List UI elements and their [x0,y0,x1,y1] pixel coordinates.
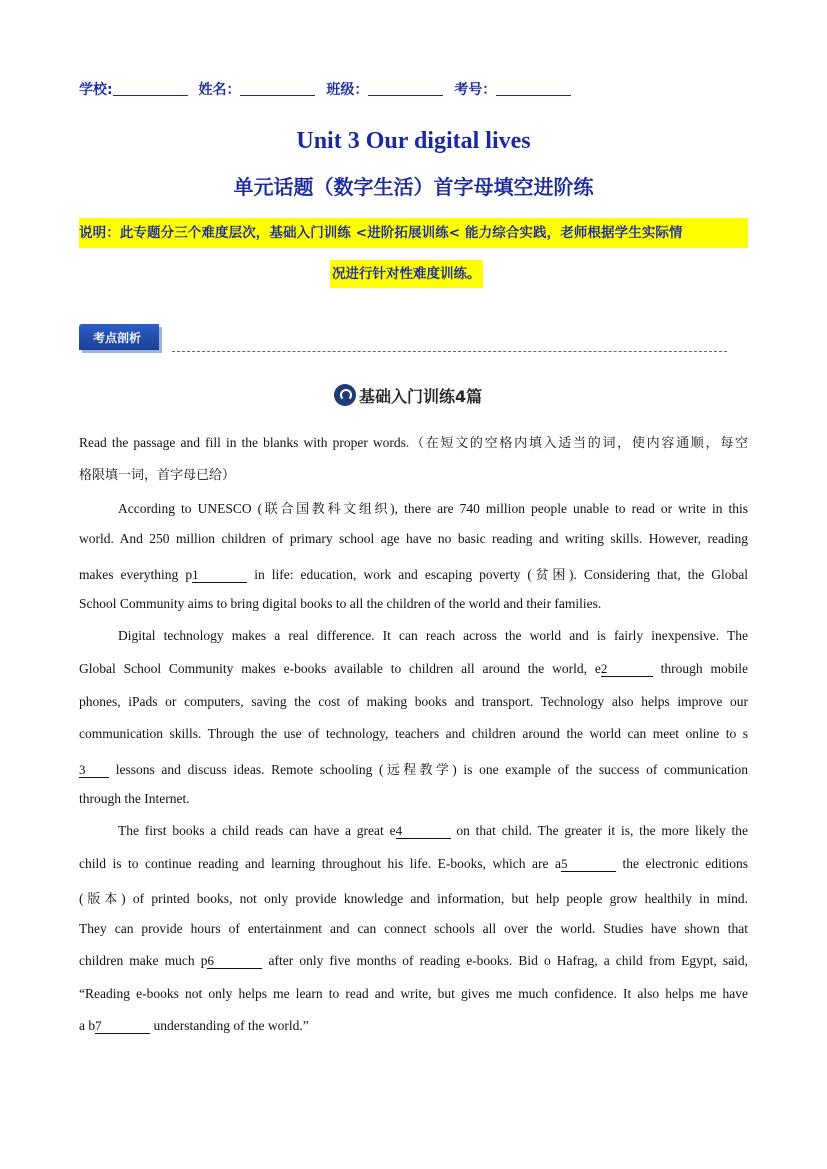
blank-7[interactable]: 7 [95,1019,150,1034]
passage-line: child is to continue reading and learning throughout his life. E-books, which are a5 the electronic editions [79,856,749,871]
section-tag [79,324,171,352]
blank-4[interactable]: 4 [396,824,451,839]
instructions-line-1 [79,432,748,451]
blank-2[interactable]: 2 [601,662,653,677]
section-tag-label: 考点剖析 [93,331,142,345]
name-field[interactable] [240,81,315,96]
passage-line: 3 lessons and discuss ideas. Remote schooling (远程教学) is one example of the success of communication [79,762,749,778]
instructions-cn: （在短文的空格内填入适当的词，使内容通顺，每空 [409,436,748,451]
passage-line: children make much p6 after only five months of reading e-books. Bid o Hafrag, a child from Egypt, said, [79,953,749,968]
passage-line: world. And 250 million children of primary school age have no basic reading and writing skills. However, reading [79,531,748,546]
school-label: 学校: [79,82,113,98]
student-info-line [79,79,577,99]
blank-6[interactable]: 6 [207,954,262,969]
note-line-1: 说明：此专题分三个难度层次，基础入门训练 <进阶拓展训练< 能力综合实践，老师根据学生实际情 [79,218,748,248]
passage-line: School Community aims to bring digital books to all the children of the world and their families. [79,596,602,611]
passage-line: makes everything p1 in life: education, work and escaping poverty (贫困). Considering that, the Global [79,567,748,583]
passage-line: “Reading e-books not only helps me learn to read and write, but gives me much confidence. It also helps me have [79,986,748,1001]
passage-line: Digital technology makes a real difference. It can reach across the world and is fairly inexpensive. The [118,628,748,643]
school-field[interactable] [113,81,188,96]
passage-line: communication skills. Through the use of technology, teachers and children around the world can meet online to s [79,726,748,741]
unit-title: Unit 3 Our digital lives [296,128,531,154]
exercise-subheading [334,381,482,409]
class-label: 班级： [326,82,369,98]
name-label: 姓名： [198,82,241,98]
class-field[interactable] [368,81,443,96]
passage-line: They can provide hours of entertainment and can connect schools all over the world. Studies have shown that [79,921,748,936]
blank-3[interactable]: 3 [79,763,109,778]
subheading-text: 基础入门训练4篇 [359,386,483,406]
exam-number-field[interactable] [496,81,571,96]
blank-5[interactable]: 5 [561,857,616,872]
instructions-en: Read the passage and fill in the blanks with proper words. [79,435,410,450]
passage-line: Global School Community makes e-books available to children all around the world, e2 through mobile [79,661,748,676]
passage-line: (版本) of printed books, not only provide knowledge and information, but help people grow healthily in mind. [79,891,748,907]
section-divider [172,351,727,352]
passage-line: through the Internet. [79,791,190,806]
instructions-line-2: 格限填一词，首字母已给） [79,468,236,483]
exam-number-label: 考号： [454,82,497,98]
unit-subtitle: 单元话题（数字生活）首字母填空进阶练 [233,175,594,199]
note-line-2: 况进行针对性难度训练。 [330,260,483,288]
passage-line: a b7 understanding of the world.” [79,1018,309,1033]
passage-line: phones, iPads or computers, saving the cost of making books and transport. Technology also helps improve our [79,694,748,709]
blank-1[interactable]: 1 [192,568,247,583]
headphone-icon [334,384,356,406]
passage-line: The first books a child reads can have a great e4 on that child. The greater it is, the more likely the [118,823,748,838]
passage-line: According to UNESCO (联合国教科文组织), there are 740 million people unable to read or write in this [118,501,748,517]
